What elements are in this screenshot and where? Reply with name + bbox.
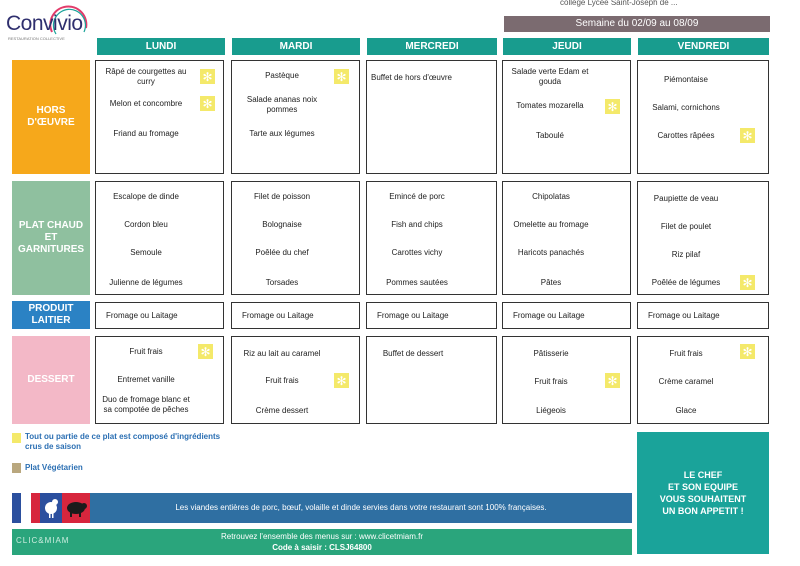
cell-plat-mardi (231, 181, 360, 295)
top-note: collège Lycée Saint-Joseph de ... (560, 0, 678, 7)
list-item: Râpé de courgettes au curry (105, 67, 187, 86)
category-dessert: DESSERT (12, 336, 90, 424)
logo-subtitle: RESTAURATION COLLECTIVE (8, 36, 65, 41)
legend-vegetarian-icon (12, 463, 21, 473)
list-item: Torsades (265, 278, 299, 287)
list-item: Pâtes (540, 278, 562, 287)
list-item: Poêlée du chef (255, 248, 309, 257)
day-header-mardi: MARDI (232, 38, 360, 55)
list-item: Buffet de dessert (382, 349, 444, 358)
chef-message (637, 432, 769, 554)
cell-hors-lundi (95, 60, 224, 174)
list-item: Entremet vanille (117, 375, 175, 384)
seasonal-sun-icon: ✻ (334, 373, 349, 388)
category-produit-laitier: PRODUIT LAITIER (12, 301, 90, 329)
france-flag-icon (12, 493, 40, 523)
category-hors-doeuvre: HORS D'ŒUVRE (12, 60, 90, 174)
clicmiam-logo: CLIC&MIAM (16, 536, 70, 545)
list-item: Riz au lait au caramel (243, 349, 321, 358)
day-header-vendredi: VENDREDI (638, 38, 769, 55)
chef-line: VOUS SOUHAITENT (659, 494, 747, 504)
list-item: Salade ananas noix pommes (246, 95, 318, 114)
convivio-logo (0, 0, 96, 44)
cell-dess-jeudi (502, 336, 631, 424)
list-item: Salade verte Edam et gouda (511, 67, 589, 86)
list-item: Crème caramel (658, 377, 714, 386)
chicken-icon (40, 493, 62, 523)
legend-vegetarian-text: Plat Végétarien (25, 463, 83, 472)
list-item: Riz pilaf (671, 250, 701, 259)
list-item: Julienne de légumes (109, 278, 183, 287)
list-item: Duo de fromage blanc et sa compotée de pêches (102, 395, 190, 414)
seasonal-sun-icon: ✻ (605, 99, 620, 114)
list-item: Carottes râpées (657, 131, 715, 140)
cell-prod-lundi (95, 302, 224, 329)
legend-seasonal-icon (12, 433, 21, 443)
cell-hors-vendredi (637, 60, 769, 174)
seasonal-sun-icon: ✻ (740, 128, 755, 143)
chef-line: UN BON APPETIT ! (662, 506, 744, 516)
list-item: Fruit frais (129, 347, 163, 356)
list-item: Fruit frais (669, 349, 703, 358)
cell-dess-vendredi (637, 336, 769, 424)
list-item: Filet de poulet (660, 222, 712, 231)
viandes-text: Les viandes entières de porc, bœuf, volaille et dinde servies dans votre restaurant sont 100% françaises. (175, 503, 547, 512)
cell-hors-mercredi (366, 60, 497, 174)
list-item: Fromage ou Laitage (106, 311, 178, 320)
list-item: Fromage ou Laitage (242, 311, 314, 320)
list-item: Paupiette de veau (653, 194, 719, 203)
list-item: Cordon bleu (124, 220, 168, 229)
seasonal-sun-icon: ✻ (334, 69, 349, 84)
day-header-mercredi: MERCREDI (367, 38, 497, 55)
cell-prod-jeudi (502, 302, 631, 329)
seasonal-sun-icon: ✻ (740, 344, 755, 359)
list-item: Fish and chips (391, 220, 443, 229)
seasonal-sun-icon: ✻ (198, 344, 213, 359)
list-item: Escalope de dinde (113, 192, 179, 201)
list-item: Fromage ou Laitage (377, 311, 449, 320)
list-item: Piémontaise (663, 75, 709, 84)
cell-plat-mercredi (366, 181, 497, 295)
cell-prod-vendredi (637, 302, 769, 329)
retrouvez-banner (12, 529, 632, 555)
chef-line: ET SON EQUIPE (667, 482, 738, 492)
week-banner: Semaine du 02/09 au 08/09 (504, 16, 770, 32)
day-header-lundi: LUNDI (97, 38, 225, 55)
cell-dess-mercredi (366, 336, 497, 424)
list-item: Fruit frais (265, 376, 299, 385)
list-item: Pastèque (265, 71, 299, 80)
list-item: Poêlée de légumes (651, 278, 721, 287)
list-item: Crème dessert (255, 406, 309, 415)
list-item: Semoule (130, 248, 162, 257)
pig-icon (62, 493, 90, 523)
list-item: Taboulé (535, 131, 565, 140)
list-item: Tomates mozarella (516, 101, 584, 110)
list-item: Bolognaise (262, 220, 302, 229)
list-item: Friand au fromage (113, 129, 179, 138)
list-item: Emincé de porc (389, 192, 445, 201)
logo-text: Convivio (6, 12, 83, 35)
retrouvez-text: Retrouvez l'ensemble des menus sur : www.clicetmiam.fr (220, 532, 424, 541)
list-item: Salami, cornichons (652, 103, 720, 112)
list-item: Tarte aux légumes (249, 129, 315, 138)
list-item: Liégeois (536, 406, 566, 415)
seasonal-sun-icon: ✻ (200, 96, 215, 111)
list-item: Haricots panachés (517, 248, 585, 257)
cell-plat-lundi (95, 181, 224, 295)
cell-dess-lundi (95, 336, 224, 424)
viandes-banner (12, 493, 632, 523)
list-item: Filet de poisson (253, 192, 311, 201)
list-item: Buffet de hors d'œuvre (371, 73, 452, 82)
seasonal-sun-icon: ✻ (740, 275, 755, 290)
cell-prod-mercredi (366, 302, 497, 329)
category-plat-chaud: PLAT CHAUD ET GARNITURES (12, 181, 90, 295)
list-item: Fromage ou Laitage (648, 311, 720, 320)
cell-prod-mardi (231, 302, 360, 329)
list-item: Carottes vichy (391, 248, 443, 257)
seasonal-sun-icon: ✻ (200, 69, 215, 84)
list-item: Glace (675, 406, 697, 415)
list-item: Fruit frais (534, 377, 568, 386)
list-item: Chipolatas (532, 192, 570, 201)
cell-plat-vendredi (637, 181, 769, 295)
seasonal-sun-icon: ✻ (605, 373, 620, 388)
list-item: Melon et concombre (109, 99, 183, 108)
code-text: Code à saisir : CLSJ64800 (272, 543, 372, 552)
list-item: Pommes sautées (386, 278, 448, 287)
cell-hors-jeudi (502, 60, 631, 174)
list-item: Omelette au fromage (513, 220, 589, 229)
cell-hors-mardi (231, 60, 360, 174)
cell-plat-jeudi (502, 181, 631, 295)
cell-dess-mardi (231, 336, 360, 424)
list-item: Pâtisserie (533, 349, 569, 358)
list-item: Fromage ou Laitage (513, 311, 585, 320)
legend-seasonal-text: Tout ou partie de ce plat est composé d'ingrédients crus de saison (25, 432, 221, 451)
day-header-jeudi: JEUDI (503, 38, 631, 55)
chef-line: LE CHEF (683, 470, 723, 480)
